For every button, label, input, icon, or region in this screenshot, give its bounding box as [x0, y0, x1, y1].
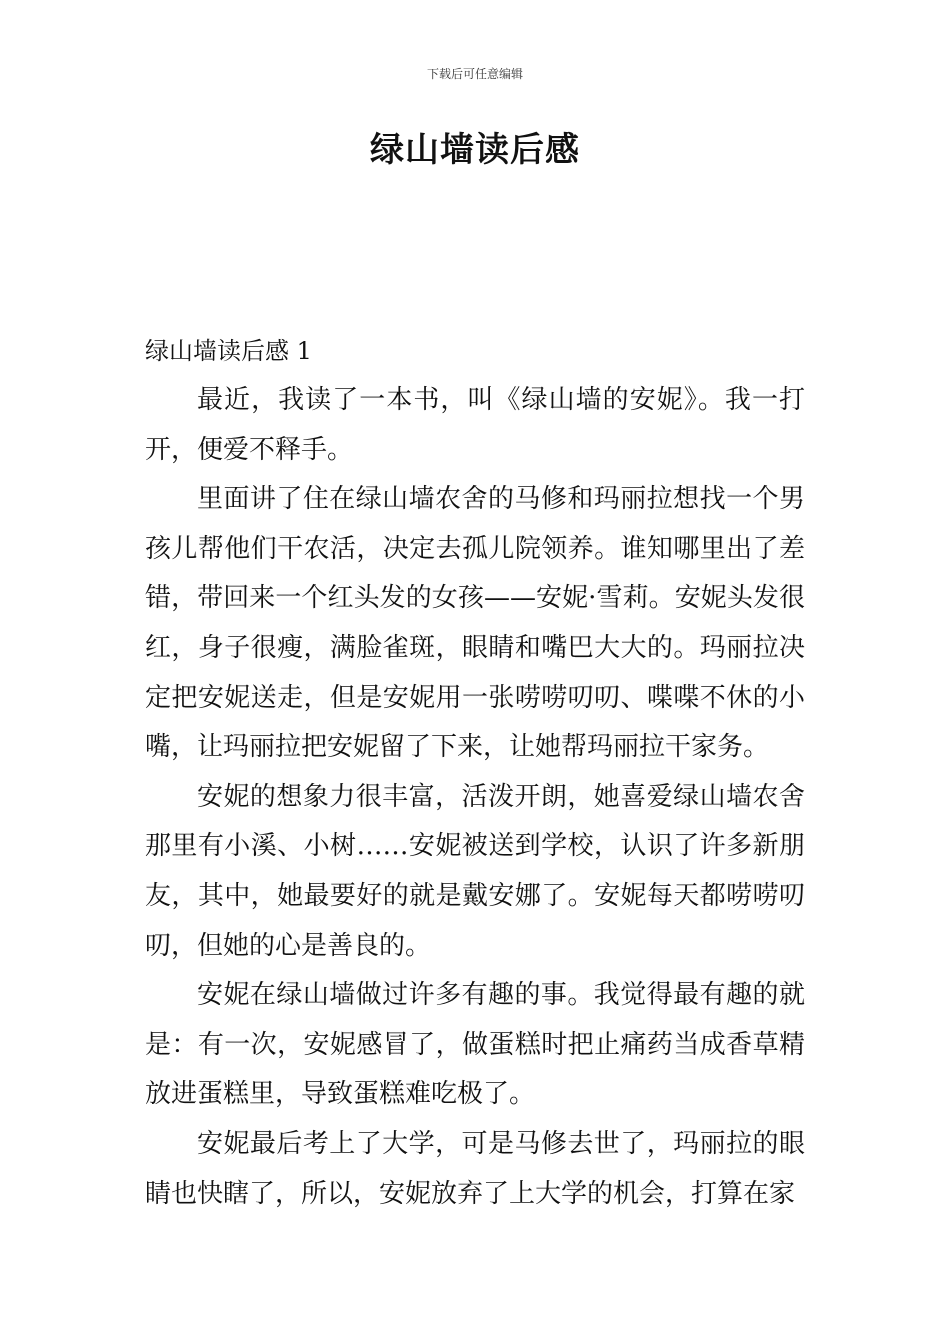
paragraph-3: 安妮的想象力很丰富，活泼开朗，她喜爱绿山墙农舍那里有小溪、小树……安妮被送到学校，认识了许多新朋友，其中，她最要好的就是戴安娜了。安妮每天都唠唠叨叨，但她的心是善良的。 — [145, 781, 805, 961]
document-body — [145, 327, 805, 1219]
paragraph-5: 安妮最后考上了大学，可是马修去世了，玛丽拉的眼睛也快瞎了，所以，安妮放弃了上大学的机会，打算在家 — [145, 1128, 805, 1209]
paragraph-4: 安妮在绿山墙做过许多有趣的事。我觉得最有趣的就是：有一次，安妮感冒了，做蛋糕时把止痛药当成香草精放进蛋糕里，导致蛋糕难吃极了。 — [145, 980, 805, 1110]
paragraph-2: 里面讲了住在绿山墙农舍的马修和玛丽拉想找一个男孩儿帮他们干农活，决定去孤儿院领养。谁知哪里出了差错，带回来一个红头发的女孩——安妮·雪莉。安妮头发很红，身子很瘦，满脸雀斑，眼睛和嘴巴大大的。玛丽拉决定把安妮送走，但是安妮用一张唠唠叨叨、喋喋不休的小嘴，让玛丽拉把安妮留了下来，让她帮玛丽拉干家务。 — [145, 484, 805, 763]
paragraph-1: 最近，我读了一本书，叫《绿山墙的安妮》。我一打开，便爱不释手。 — [145, 385, 805, 465]
section-heading: 绿山墙读后感 1 — [145, 337, 312, 365]
download-note: 下载后可任意编辑 — [426, 67, 523, 81]
document-title: 绿山墙读后感 — [370, 130, 580, 170]
